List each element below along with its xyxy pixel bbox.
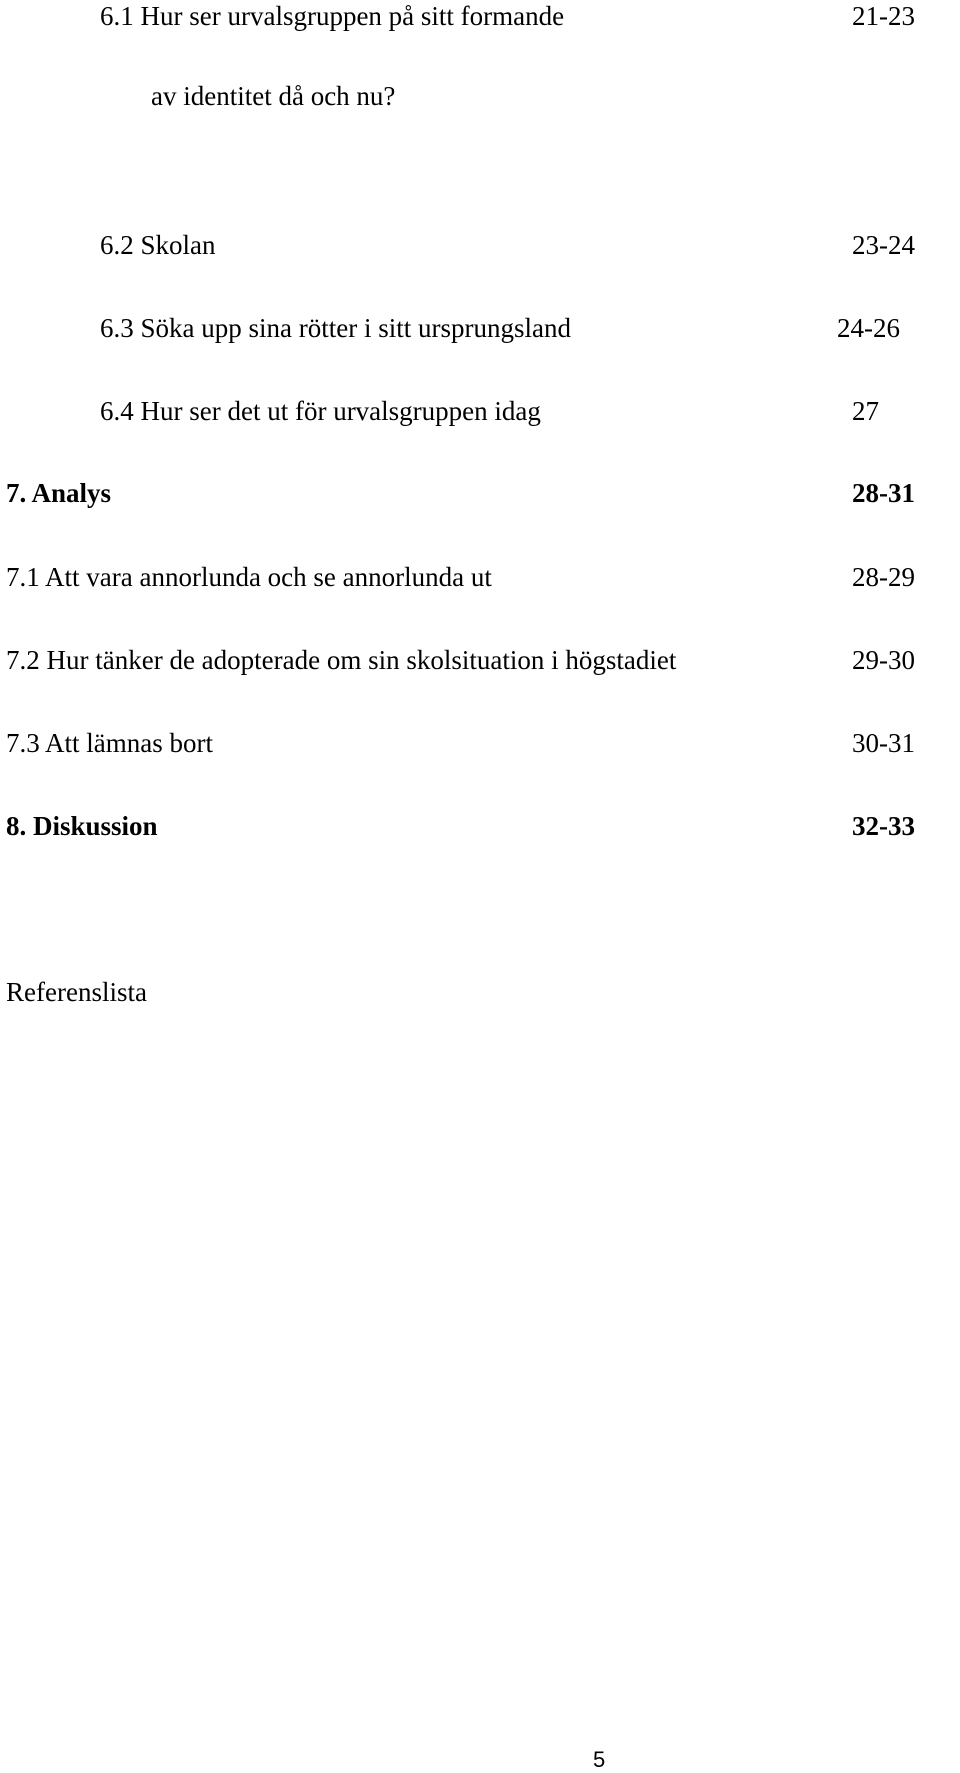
toc-entry-6-1-continuation: av identitet då och nu? <box>151 81 396 111</box>
toc-entry-7-3-title: 7.3 Att lämnas bort <box>6 728 213 758</box>
toc-entry-references: Referenslista <box>6 977 147 1007</box>
toc-entry-7-2-pages: 29-30 <box>852 645 915 675</box>
toc-entry-6-4-pages: 27 <box>852 396 879 426</box>
toc-entry-6-3-title: 6.3 Söka upp sina rötter i sitt ursprungsland <box>100 313 571 343</box>
toc-entry-6-2-title: 6.2 Skolan <box>100 230 216 260</box>
toc-entry-7-3-pages: 30-31 <box>852 728 915 758</box>
toc-entry-7-1-title: 7.1 Att vara annorlunda och se annorlunda ut <box>6 562 492 592</box>
toc-entry-6-3-pages: 24-26 <box>837 313 900 343</box>
toc-entry-8-pages: 32-33 <box>852 811 915 841</box>
page-number: 5 <box>593 1747 606 1772</box>
toc-entry-7-1-pages: 28-29 <box>852 562 915 592</box>
toc-entry-6-4-title: 6.4 Hur ser det ut för urvalsgruppen idag <box>100 396 541 426</box>
toc-entry-8-title: 8. Diskussion <box>6 811 158 841</box>
toc-entry-6-1-pages: 21-23 <box>852 1 915 31</box>
toc-entry-7-title: 7. Analys <box>6 478 112 508</box>
toc-entry-7-2-title: 7.2 Hur tänker de adopterade om sin skolsituation i högstadiet <box>6 645 677 675</box>
toc-entry-6-1-title: 6.1 Hur ser urvalsgruppen på sitt formande <box>100 1 565 31</box>
toc-entry-6-2-pages: 23-24 <box>852 230 915 260</box>
toc-entry-7-pages: 28-31 <box>852 478 915 508</box>
